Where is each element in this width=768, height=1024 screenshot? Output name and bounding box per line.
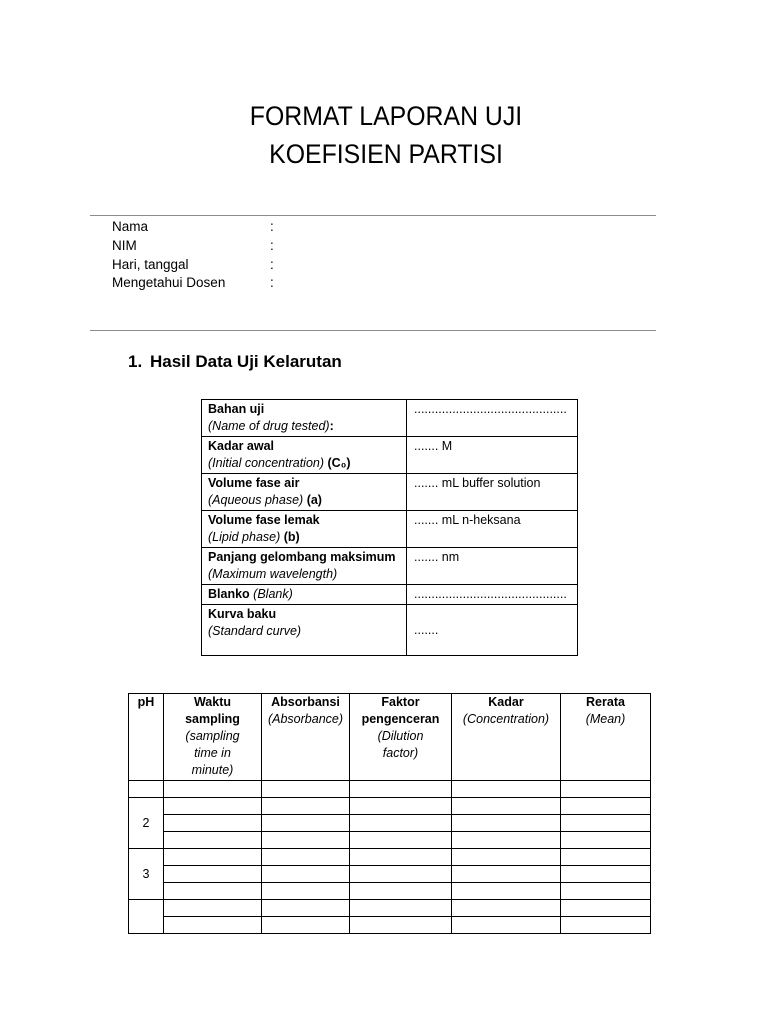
cell xyxy=(561,849,651,866)
table-row xyxy=(202,400,578,437)
cell xyxy=(164,781,262,798)
row-value: ............................................ xyxy=(407,585,578,605)
table-row xyxy=(129,917,651,934)
row-value: ....... M xyxy=(407,437,578,474)
field-lecturer-label: Mengetahui Dosen xyxy=(112,275,226,290)
table-row xyxy=(202,585,578,605)
field-date-colon: : xyxy=(270,257,274,272)
cell xyxy=(350,866,452,883)
table-row xyxy=(202,548,578,585)
section-heading xyxy=(128,351,342,373)
drug-info-table xyxy=(201,399,578,656)
cell xyxy=(262,798,350,815)
ph-cell xyxy=(129,781,164,798)
row-value: ....... mL n-heksana xyxy=(407,511,578,548)
cell xyxy=(164,832,262,849)
ph-cell xyxy=(129,900,164,934)
row-label: Blanko (Blank) xyxy=(202,585,407,605)
cell xyxy=(164,900,262,917)
cell xyxy=(452,849,561,866)
cell xyxy=(262,917,350,934)
cell xyxy=(452,917,561,934)
section-title: Hasil Data Uji Kelarutan xyxy=(150,352,342,371)
field-nim-colon: : xyxy=(270,238,274,253)
cell xyxy=(561,866,651,883)
field-lecturer-colon: : xyxy=(270,275,274,290)
divider-top xyxy=(90,215,656,216)
header-ph: pH xyxy=(129,694,164,781)
cell xyxy=(262,900,350,917)
header-dilution-factor: Faktor pengenceran (Dilution factor) xyxy=(350,694,452,781)
row-value: ....... nm xyxy=(407,548,578,585)
table-row xyxy=(202,605,578,656)
row-label: Kurva baku (Standard curve) xyxy=(202,605,407,656)
cell xyxy=(561,917,651,934)
table-row xyxy=(202,474,578,511)
cell xyxy=(262,832,350,849)
cell xyxy=(350,815,452,832)
ph-cell: 2 xyxy=(129,798,164,849)
section-number: 1. xyxy=(128,352,143,371)
cell xyxy=(164,798,262,815)
cell xyxy=(452,883,561,900)
header-row xyxy=(129,694,651,781)
row-label: Volume fase lemak (Lipid phase) (b) xyxy=(202,511,407,548)
cell xyxy=(350,917,452,934)
row-value: ....... mL buffer solution xyxy=(407,474,578,511)
row-value: ....... xyxy=(407,605,578,656)
ph-cell: 3 xyxy=(129,849,164,900)
header-absorbance: Absorbansi (Absorbance) xyxy=(262,694,350,781)
cell xyxy=(164,883,262,900)
cell xyxy=(561,883,651,900)
field-nama-colon: : xyxy=(270,219,274,234)
table-row xyxy=(202,437,578,474)
cell xyxy=(350,781,452,798)
cell xyxy=(561,832,651,849)
cell xyxy=(452,866,561,883)
table-row xyxy=(129,798,651,815)
cell xyxy=(262,883,350,900)
cell xyxy=(164,917,262,934)
cell xyxy=(164,815,262,832)
cell xyxy=(164,866,262,883)
header-concentration: Kadar (Concentration) xyxy=(452,694,561,781)
cell xyxy=(452,815,561,832)
field-date-label: Hari, tanggal xyxy=(112,257,189,272)
row-label: Bahan uji (Name of drug tested): xyxy=(202,400,407,437)
cell xyxy=(350,832,452,849)
cell xyxy=(262,866,350,883)
row-label: Kadar awal (Initial concentration) (C₀) xyxy=(202,437,407,474)
cell xyxy=(350,883,452,900)
page-title xyxy=(31,97,741,173)
table-row xyxy=(202,511,578,548)
cell xyxy=(350,849,452,866)
table-row xyxy=(129,849,651,866)
cell xyxy=(262,781,350,798)
cell xyxy=(452,900,561,917)
cell xyxy=(561,798,651,815)
row-value: ............................................ xyxy=(407,400,578,437)
row-label: Volume fase air (Aqueous phase) (a) xyxy=(202,474,407,511)
table-row xyxy=(129,781,651,798)
table-row xyxy=(129,883,651,900)
header-sampling-time: Waktu sampling (sampling time in minute) xyxy=(164,694,262,781)
measurement-table xyxy=(128,693,651,934)
cell xyxy=(350,900,452,917)
cell xyxy=(350,798,452,815)
table-row xyxy=(129,815,651,832)
cell xyxy=(262,815,350,832)
divider-bottom xyxy=(90,330,656,331)
cell xyxy=(561,815,651,832)
table-row xyxy=(129,832,651,849)
cell xyxy=(452,798,561,815)
cell xyxy=(561,781,651,798)
field-nama-label: Nama xyxy=(112,219,149,234)
table-row xyxy=(129,866,651,883)
cell xyxy=(561,900,651,917)
cell xyxy=(164,849,262,866)
header-mean: Rerata (Mean) xyxy=(561,694,651,781)
cell xyxy=(452,832,561,849)
cell xyxy=(452,781,561,798)
table-row xyxy=(129,900,651,917)
cell xyxy=(262,849,350,866)
title-line-2: KOEFISIEN PARTISI xyxy=(269,139,503,169)
title-line-1: FORMAT LAPORAN UJI xyxy=(249,101,523,131)
field-nim-label: NIM xyxy=(112,238,137,253)
row-label: Panjang gelombang maksimum (Maximum wavelength) xyxy=(202,548,407,585)
